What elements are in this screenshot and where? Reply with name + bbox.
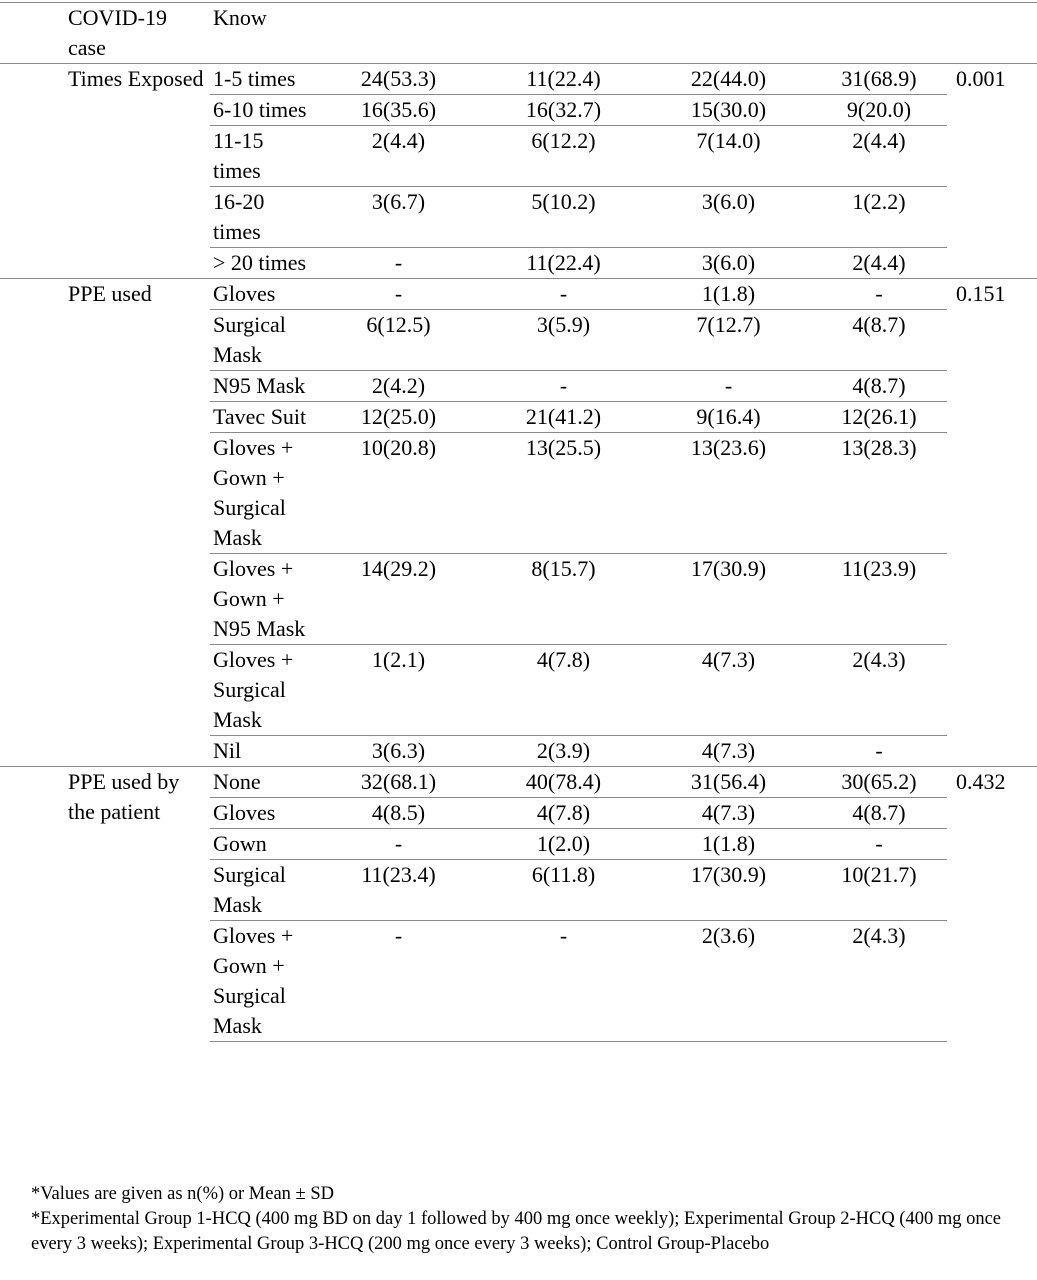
cell-value-group-4: - <box>811 829 947 860</box>
cell-value-group-3: 7(12.7) <box>646 310 811 371</box>
cell-value-group-1: 4(8.5) <box>316 798 481 829</box>
cell-value-group-3: 4(7.3) <box>646 645 811 736</box>
cell-value-group-4: 2(4.4) <box>811 248 947 279</box>
table-body <box>0 3 1037 1042</box>
row-sub-label: 16-20 times <box>210 187 316 248</box>
cell-value-group-3: 15(30.0) <box>646 95 811 126</box>
cell-value-group-2: 11(22.4) <box>481 64 646 95</box>
cell-value-group-2: 40(78.4) <box>481 767 646 798</box>
cell-value-group-3: - <box>646 371 811 402</box>
cell-value-group-1: 3(6.3) <box>316 736 481 767</box>
cell-value-group-2: - <box>481 921 646 1042</box>
cell-value-group-2: 13(25.5) <box>481 433 646 554</box>
cell-value-group-1: 2(4.4) <box>316 126 481 187</box>
cell-value-group-4: 4(8.7) <box>811 798 947 829</box>
cell-value-group-2: 4(7.8) <box>481 798 646 829</box>
row-sub-label: Gloves + Surgical Mask <box>210 645 316 736</box>
row-sub-label: Gloves + Gown + Surgical Mask <box>210 921 316 1042</box>
cell-value-group-2: 6(12.2) <box>481 126 646 187</box>
cell-value-group-4: 11(23.9) <box>811 554 947 645</box>
cell-value-group-2: 4(7.8) <box>481 645 646 736</box>
cell-value-group-4: 30(65.2) <box>811 767 947 798</box>
p-value: 0.001 <box>947 64 1037 279</box>
cell-value-group-1: 16(35.6) <box>316 95 481 126</box>
row-sub-label: Surgical Mask <box>210 310 316 371</box>
cell-value-group-3: 22(44.0) <box>646 64 811 95</box>
cell-value-group-2: 1(2.0) <box>481 829 646 860</box>
table-row <box>0 3 1037 64</box>
cell-value-group-3: 2(3.6) <box>646 921 811 1042</box>
cell-value-group-2: 11(22.4) <box>481 248 646 279</box>
cell-value-group-1: - <box>316 921 481 1042</box>
cell-value-group-2: - <box>481 371 646 402</box>
cell-value-group-4: - <box>811 736 947 767</box>
cell-value-group-1: 32(68.1) <box>316 767 481 798</box>
cell-value-group-2: 5(10.2) <box>481 187 646 248</box>
cell-value-group-4: 12(26.1) <box>811 402 947 433</box>
cell-value-group-4: 2(4.3) <box>811 921 947 1042</box>
cell-value-group-2: 6(11.8) <box>481 860 646 921</box>
cell-value-group-3: 7(14.0) <box>646 126 811 187</box>
row-sub-label: Tavec Suit <box>210 402 316 433</box>
cell-value-group-4: 2(4.4) <box>811 126 947 187</box>
cell-value-group-2: 16(32.7) <box>481 95 646 126</box>
cell-value-group-2: 2(3.9) <box>481 736 646 767</box>
cell-value-group-4: - <box>811 279 947 310</box>
cell-value-group-2: 3(5.9) <box>481 310 646 371</box>
cell-value-group-3: 3(6.0) <box>646 248 811 279</box>
cell-value-group-3: 4(7.3) <box>646 798 811 829</box>
cell-value-group-2: - <box>481 279 646 310</box>
cell-value-group-2: 8(15.7) <box>481 554 646 645</box>
cell-value-group-4: 13(28.3) <box>811 433 947 554</box>
cell-value-group-1: 14(29.2) <box>316 554 481 645</box>
cell-value-group-2: 21(41.2) <box>481 402 646 433</box>
cell-value-group-3: 3(6.0) <box>646 187 811 248</box>
footnote: *Values are given as n(%) or Mean ± SD <box>31 1184 334 1204</box>
cell-value-group-1: - <box>316 829 481 860</box>
cell-value-group-1: - <box>316 279 481 310</box>
row-sub-label: N95 Mask <box>210 371 316 402</box>
cell-value-group-4: 9(20.0) <box>811 95 947 126</box>
cell-value-group-3: 4(7.3) <box>646 736 811 767</box>
row-sub-label: Gloves + Gown + Surgical Mask <box>210 433 316 554</box>
row-sub-label: Gloves + Gown + N95 Mask <box>210 554 316 645</box>
cell-value-group-1: 10(20.8) <box>316 433 481 554</box>
row-group-label: Times Exposed <box>0 64 210 279</box>
row-sub-label: Surgical Mask <box>210 860 316 921</box>
row-sub-label: 11-15 times <box>210 126 316 187</box>
footnote: *Experimental Group 1-HCQ (400 mg BD on day 1 followed by 400 mg once weekly); Experimental Group 2-HCQ (400 mg once every 3 weeks); Experimental Group 3-HCQ (200 mg once every 3 weeks); Control Group-Placebo <box>31 1209 1002 1254</box>
cell-value-group-1: - <box>316 248 481 279</box>
row-sub-label: Nil <box>210 736 316 767</box>
cell-value-group-4: 31(68.9) <box>811 64 947 95</box>
cell-value-group-1: 1(2.1) <box>316 645 481 736</box>
cell-value-group-3: 1(1.8) <box>646 279 811 310</box>
cell-value-group-4: 10(21.7) <box>811 860 947 921</box>
row-group-label: PPE used by the patient <box>0 767 210 1042</box>
row-sub-label: Gloves <box>210 279 316 310</box>
table-row <box>0 279 1037 310</box>
cell-value-group-1: 12(25.0) <box>316 402 481 433</box>
p-value: 0.432 <box>947 767 1037 1042</box>
cell-value-group-3: 13(23.6) <box>646 433 811 554</box>
table-footnotes <box>31 1182 1021 1257</box>
row-sub-label: Know <box>210 3 316 64</box>
cell-value-group-4: 4(8.7) <box>811 371 947 402</box>
cell-value-group-1: 3(6.7) <box>316 187 481 248</box>
cell-value-group-1: 6(12.5) <box>316 310 481 371</box>
row-sub-label: > 20 times <box>210 248 316 279</box>
cell-value-group-3: 31(56.4) <box>646 767 811 798</box>
cell-value-group-3: 17(30.9) <box>646 554 811 645</box>
cell-value-group-3: 9(16.4) <box>646 402 811 433</box>
cell-value-group-4: 4(8.7) <box>811 310 947 371</box>
table-row <box>0 64 1037 95</box>
row-sub-label: Gown <box>210 829 316 860</box>
cell-value-group-1: 11(23.4) <box>316 860 481 921</box>
table-row <box>0 767 1037 798</box>
data-table <box>0 2 1037 1042</box>
p-value: 0.151 <box>947 279 1037 767</box>
row-sub-label: 1-5 times <box>210 64 316 95</box>
row-sub-label: 6-10 times <box>210 95 316 126</box>
cell-value-group-3: 1(1.8) <box>646 829 811 860</box>
cell-value-group-3: 17(30.9) <box>646 860 811 921</box>
cell-value-group-4: 1(2.2) <box>811 187 947 248</box>
cell-value-group-1: 24(53.3) <box>316 64 481 95</box>
row-group-label: COVID-19 case <box>0 3 210 64</box>
cell-value-group-4: 2(4.3) <box>811 645 947 736</box>
row-sub-label: None <box>210 767 316 798</box>
cell-value-group-1: 2(4.2) <box>316 371 481 402</box>
row-sub-label: Gloves <box>210 798 316 829</box>
row-group-label: PPE used <box>0 279 210 767</box>
